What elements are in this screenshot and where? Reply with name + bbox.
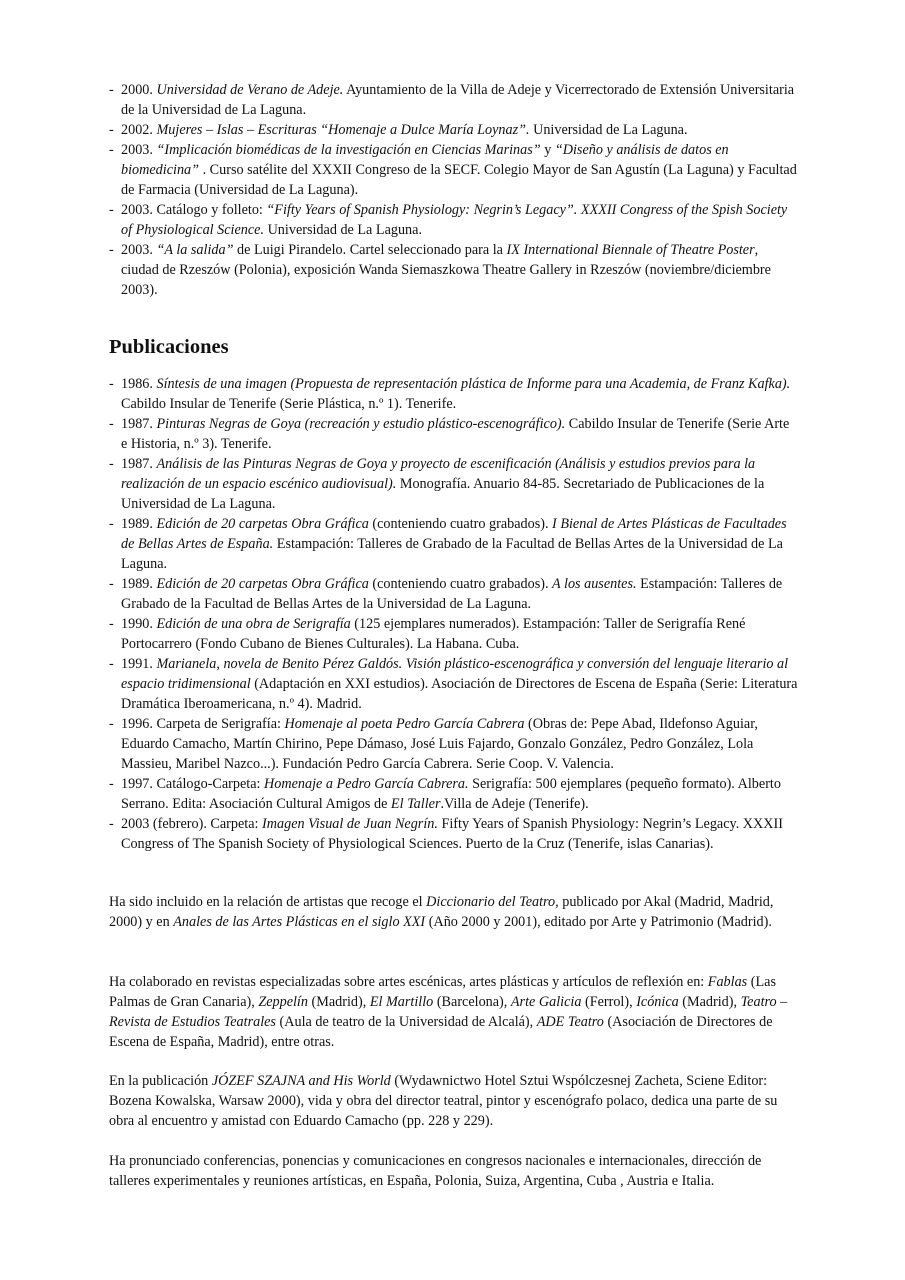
text-segment: (conteniendo cuatro grabados). bbox=[368, 516, 553, 532]
italic-text: Anales de las Artes Plásticas en el siglo XXI bbox=[173, 914, 426, 930]
paragraph-revistas bbox=[109, 972, 799, 1052]
italic-text: I Bienal de Artes Plásticas de Facultades de Bellas Artes de España. bbox=[121, 516, 787, 552]
italic-text: Edición de una obra de Serigrafía bbox=[156, 616, 351, 632]
publication-item bbox=[109, 574, 799, 614]
italic-text: “Implicación biomédicas de la investigación en Ciencias Marinas” bbox=[156, 142, 541, 158]
italic-text: Marianela, novela de Benito Pérez Galdós. Visión plástico-escenográfica y conversión del lenguaje literario al espacio tridimensional bbox=[121, 656, 789, 692]
event-item bbox=[109, 240, 799, 300]
publications-list bbox=[109, 374, 799, 854]
text-segment: Universidad de La Laguna. bbox=[529, 122, 688, 138]
text-segment: (Obras de: Pepe Abad, Ildefonso Aguiar, Eduardo Camacho, Martín Chirino, Pepe Dámaso, José Luis Fajardo, Gonzalo González, Pedro González, Lola Massieu, Maribel Nazco...). Fundación Pedro García Cabrera. Serie Coop. V. Valencia. bbox=[121, 716, 758, 772]
text-segment: 2003 (febrero). Carpeta: bbox=[121, 816, 263, 832]
italic-text: Imagen Visual de Juan Negrín. bbox=[262, 816, 438, 832]
text-segment: y bbox=[540, 142, 555, 158]
publication-item bbox=[109, 814, 799, 854]
italic-text: El Taller bbox=[390, 796, 441, 812]
italic-text: Diccionario del Teatro, bbox=[426, 894, 559, 910]
text-segment: (Año 2000 y 2001), editado por Arte y Patrimonio (Madrid). bbox=[425, 914, 772, 930]
text-segment: 1990. bbox=[121, 616, 157, 632]
event-item bbox=[109, 140, 799, 200]
text-segment: 2002. bbox=[121, 122, 157, 138]
event-item bbox=[109, 80, 799, 120]
text-segment: En la publicación bbox=[109, 1073, 212, 1089]
publication-item bbox=[109, 374, 799, 414]
publication-item bbox=[109, 614, 799, 654]
text-segment: Ha colaborado en revistas especializadas sobre artes escénicas, artes plásticas y artículos de reflexión en: bbox=[109, 974, 708, 990]
text-segment: 1989. bbox=[121, 576, 157, 592]
italic-text: Zeppelín bbox=[258, 994, 308, 1010]
text-segment: (conteniendo cuatro grabados). bbox=[368, 576, 553, 592]
text-segment: (Ferrol), bbox=[581, 994, 637, 1010]
text-segment: publicado por Akal (Madrid, Madrid, 2000) y en bbox=[109, 894, 774, 930]
italic-text: Análisis de las Pinturas Negras de Goya y proyecto de escenificación (Análisis y estudios previos para la realización de un espacio escénico audiovisual). bbox=[121, 456, 756, 492]
text-segment: Estampación: Talleres de Grabado de la Facultad de Bellas Artes de la Universidad de La Laguna. bbox=[121, 576, 783, 612]
italic-text: Icónica bbox=[636, 994, 679, 1010]
italic-text: Arte Galicia bbox=[510, 994, 582, 1010]
text-segment: 1986. bbox=[121, 376, 157, 392]
text-segment: 1987. bbox=[121, 416, 157, 432]
italic-text: “Fifty Years of Spanish Physiology: Negrin’s Legacy”. XXXII Congress of the Spish Society of Physiological Science. bbox=[121, 202, 788, 238]
text-segment: 2003. bbox=[121, 142, 157, 158]
event-item bbox=[109, 120, 799, 140]
text-segment: (Las Palmas de Gran Canaria), bbox=[109, 974, 776, 1010]
italic-text: Homenaje al poeta Pedro García Cabrera bbox=[284, 716, 525, 732]
italic-text: A los ausentes. bbox=[552, 576, 637, 592]
italic-text: “A la salida” bbox=[156, 242, 234, 258]
events-list bbox=[109, 80, 799, 300]
text-segment: Cabildo Insular de Tenerife (Serie Plástica, n.º 1). Tenerife. bbox=[121, 396, 457, 412]
publication-item bbox=[109, 414, 799, 454]
publication-item bbox=[109, 514, 799, 574]
text-segment: . Curso satélite del XXXII Congreso de la SECF. Colegio Mayor de San Agustín (La Laguna) y Facultad de Farmacia (Universidad de La Laguna). bbox=[121, 162, 797, 198]
italic-text: “Diseño y análisis de datos en biomedicina” bbox=[121, 142, 729, 178]
text-segment: Universidad de La Laguna. bbox=[264, 222, 422, 238]
text-segment: Ha sido incluido en la relación de artistas que recoge el bbox=[109, 894, 427, 910]
text-segment: 2000. bbox=[121, 82, 157, 98]
text-segment: (Wydawnictwo Hotel Sztui Wspólczesnej Zacheta, Sciene Editor: Bozena Kowalska, Warsaw 2000), vida y obra del director teatral, pintor y escenógrafo polaco, dedica una parte de su obra al encuentro y amistad con Eduardo Camacho (pp. 228 y 229). bbox=[109, 1073, 778, 1129]
text-segment: Fifty Years of Spanish Physiology: Negrin’s Legacy. XXXII Congress of The Spanish Society of Physiological Sciences. Puerto de la Cruz (Tenerife, islas Canarias). bbox=[121, 816, 783, 852]
text-segment: Cabildo Insular de Tenerife (Serie Arte e Historia, n.º 3). Tenerife. bbox=[121, 416, 790, 452]
italic-text: Teatro – Revista de Estudios Teatrales bbox=[109, 994, 788, 1030]
text-segment: (Asociación de Directores de Escena de España, Madrid), entre otras. bbox=[109, 1014, 773, 1050]
italic-text: ADE Teatro bbox=[536, 1014, 604, 1030]
italic-text: Universidad de Verano de Adeje. bbox=[156, 82, 344, 98]
publication-item bbox=[109, 714, 799, 774]
text-segment: 1989. bbox=[121, 516, 157, 532]
italic-text: Homenaje a Pedro García Cabrera. bbox=[264, 776, 469, 792]
text-segment: (Madrid), bbox=[307, 994, 370, 1010]
text-segment: 2003. Catálogo y folleto: bbox=[121, 202, 267, 218]
text-segment: Serigrafía: 500 ejemplares (pequeño formato). Alberto Serrano. Edita: Asociación Cultural Amigos de bbox=[121, 776, 781, 812]
paragraph-conferencias bbox=[109, 1151, 799, 1191]
italic-text: Síntesis de una imagen (Propuesta de representación plástica de Informe para una Academia, de Franz Kafka). bbox=[156, 376, 791, 392]
italic-text: Mujeres – Islas – Escrituras “Homenaje a Dulce María Loynaz”. bbox=[156, 122, 530, 138]
text-segment: , ciudad de Rzeszów (Polonia), exposición Wanda Siemaszkowa Theatre Gallery in Rzeszów (noviembre/diciembre 2003). bbox=[121, 242, 771, 298]
text-segment: (125 ejemplares numerados). Estampación: Taller de Serigrafía René Portocarrero (Fondo Cubano de Bienes Culturales). La Habana. Cuba. bbox=[121, 616, 746, 652]
paragraph-diccionario bbox=[109, 892, 799, 932]
publication-item bbox=[109, 454, 799, 514]
text-segment: (Aula de teatro de la Universidad de Alcalá), bbox=[275, 1014, 537, 1030]
event-item bbox=[109, 200, 799, 240]
text-segment: Estampación: Talleres de Grabado de la Facultad de Bellas Artes de la Universidad de La Laguna. bbox=[121, 536, 783, 572]
text-segment: 1997. Catálogo-Carpeta: bbox=[121, 776, 265, 792]
text-segment: (Barcelona), bbox=[433, 994, 511, 1010]
text-segment: 1991. bbox=[121, 656, 157, 672]
text-segment: 2003. bbox=[121, 242, 157, 258]
text-segment: 1996. Carpeta de Serigrafía: bbox=[121, 716, 285, 732]
italic-text: Pinturas Negras de Goya (recreación y estudio plástico-escenográfico). bbox=[156, 416, 566, 432]
italic-text: JÓZEF SZAJNA and His World bbox=[211, 1073, 391, 1089]
italic-text: El Martillo bbox=[369, 994, 434, 1010]
italic-text: Edición de 20 carpetas Obra Gráfica bbox=[156, 576, 369, 592]
italic-text: Fablas bbox=[707, 974, 748, 990]
text-segment: Ha pronunciado conferencias, ponencias y comunicaciones en congresos nacionales e internacionales, dirección de talleres experimentales y reuniones artísticas, en España, Polonia, Suiza, Argentina, Cuba , Austria e Italia. bbox=[109, 1153, 762, 1189]
text-segment: Monografía. Anuario 84-85. Secretariado de Publicaciones de la Universidad de La Laguna. bbox=[121, 476, 765, 512]
text-segment: Ayuntamiento de la Villa de Adeje y Vicerrectorado de Extensión Universitaria de la Universidad de La Laguna. bbox=[121, 82, 795, 118]
paragraph-szajna bbox=[109, 1071, 799, 1131]
text-segment: (Adaptación en XXI estudios). Asociación de Directores de Escena de España (Serie: Literatura Dramática Iberoamericana, n.º 4). Madrid. bbox=[121, 676, 798, 712]
section-heading-publicaciones: Publicaciones bbox=[109, 336, 229, 358]
text-segment: de Luigi Pirandelo. Cartel seleccionado para la bbox=[233, 242, 507, 258]
text-segment: (Madrid), bbox=[678, 994, 741, 1010]
publication-item bbox=[109, 654, 799, 714]
italic-text: Edición de 20 carpetas Obra Gráfica bbox=[156, 516, 369, 532]
text-segment: 1987. bbox=[121, 456, 157, 472]
text-segment: .Villa de Adeje (Tenerife). bbox=[440, 796, 589, 812]
italic-text: IX International Biennale of Theatre Poster bbox=[506, 242, 755, 258]
publication-item bbox=[109, 774, 799, 814]
